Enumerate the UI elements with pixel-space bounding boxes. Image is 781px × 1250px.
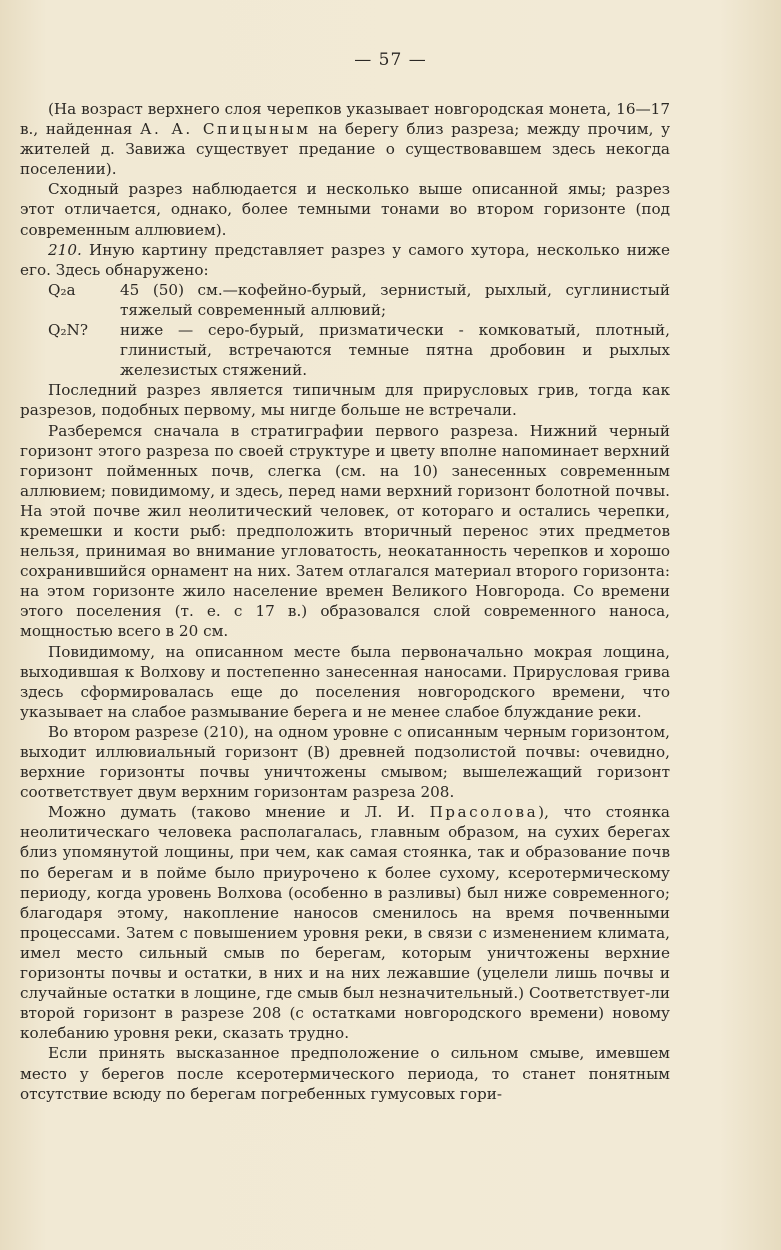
paragraph-hollow: Повидимому, на описанном месте была первоначально мокрая лощина, выходившая к Волхову и постепенно занесенная наносами. Прирусловая грива здесь сформировалась еще до поселения новгородского времени, что указывает на слабое размывание берега и не менее слабое блуждание реки. (20, 642, 670, 721)
author-name-spitsyn: А. А. Спицыным (139, 120, 311, 139)
horizon-desc-2: ниже — серо-бурый, призматически - комковатый, плотный, глинистый, встречаются темные пятна дробовин и рыхлых железистых стяжений. (120, 321, 670, 380)
horizon-row-1 (20, 280, 670, 320)
horizon-code-1: Q₂a (48, 280, 76, 299)
paragraph-similar-section: Сходный разрез наблюдается и несколько выше описанной ямы; разрез этот отличается, однако, более темными тонами во втором горизонте (под современным аллювием). (20, 180, 670, 239)
coin-note-text-a: (На возраст верхнего слоя черепков указывает новгородская монета, 16—17 в., найденная (20, 100, 670, 139)
opinion-text-a: Можно думать (таково мнение и Л. И. (48, 803, 430, 822)
page-number: — 57 — (354, 50, 427, 70)
opinion-text-b: ), что стоянка неолитическаго человека располагалась, главным образом, на сухих берегах близ упомянутой лощины, при чем, как самая стоянка, так и образование почв по берегам и в пойме было приурочено к более сухому, ксеротермическому периоду, когда уровень Волхова (особенно в разливы) был ниже современного; благодаря этому, накопление наносов сменилось на время почвенными процессами. Затем с повышением уровня реки, в связи с изменением климата, имел место сильный смыв по берегам, которым уничтожены верхние горизонты почвы и остатки, в них и на них лежавшие (уцелели лишь почвы и случайные остатки в лощине, где смыв был незначительный.) Соответствует-ли второй горизонт в разрезе 208 (с остатками новгородского времени) новому колебанию уровня реки, сказать трудно. (20, 803, 670, 1043)
body-text (20, 99, 670, 1104)
paragraph-coin-note (20, 99, 670, 179)
section-210-text: Иную картину представляет разрез у самого хутора, несколько ниже его. Здесь обнаружено: (20, 240, 670, 279)
horizon-row-2 (20, 320, 670, 380)
paragraph-section-210 (20, 240, 670, 280)
paragraph-erosion: Если принять высказанное предположение о сильном смыве, имевшем место у берегов после ксеротермического периода, то станет понятным отсутствие всюду по берегам погребенных гумусовых гори- (20, 1044, 670, 1103)
horizon-desc-1: 45 (50) см.—кофейно-бурый, зернистый, рыхлый, суглинистый тяжелый современный аллювий; (120, 280, 670, 319)
horizon-code-2: Q₂N? (48, 321, 88, 340)
paragraph-second-section: Во втором разрезе (210), на одном уровне с описанным черным горизонтом, выходит иллювиальный горизонт (B) древней подзолистой почвы: очевидно, верхние горизонты почвы уничтожены смывом; вышележащий горизонт соответствует двум верхним горизонтам разреза 208. (20, 722, 670, 802)
coin-note-text-b: на берегу близ разреза; между прочим, у жителей д. Завижа существует предание о существовавшем здесь некогда поселении). (20, 120, 670, 179)
paragraph-stratigraphy: Разберемся сначала в стратиграфии первого разреза. Нижний черный горизонт этого разреза по своей структуре и цвету вполне напоминает верхний горизонт пойменных почв, слегка (см. на 10) занесенных современным аллювием; повидимому, и здесь, перед нами верхний горизонт болотной почвы. На этой почве жил неолитический человек, от котораго и остались черепки, кремешки и кости рыб: предположить вторичный перенос этих предметов нельзя, принимая во внимание угловатость, неокатанность черепков и хорошо сохранившийся орнамент на них. Затем отлагался материал второго горизонта: на этом горизонте жило население времен Великого Новгорода. Со времени этого поселения (т. е. с 17 в.) образовался слой современного наноса, мощностью всего в 20 см. (20, 421, 670, 641)
paragraph-prasolov-opinion (20, 802, 670, 1043)
author-name-prasolov: Прасолова (429, 803, 539, 822)
section-number-210: 210. (48, 240, 82, 259)
paragraph-typical-section: Последний разрез является типичным для прирусловых грив, тогда как разрезов, подобных первому, мы нигде больше не встречали. (20, 381, 670, 420)
